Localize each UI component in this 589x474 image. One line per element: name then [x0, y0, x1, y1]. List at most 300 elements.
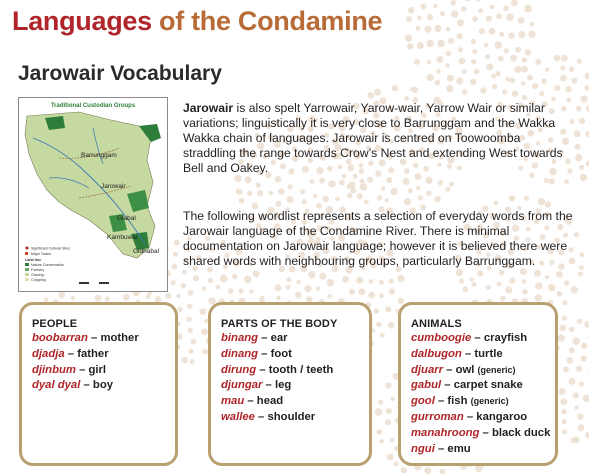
background-dot — [562, 315, 567, 320]
background-dot — [406, 16, 412, 22]
vocab-entry: binang – ear — [221, 332, 288, 344]
background-dot — [275, 284, 282, 291]
background-dot — [95, 295, 102, 302]
vocab-meaning: foot — [270, 347, 292, 360]
background-dot — [414, 59, 420, 65]
vocab-word: dirung — [221, 363, 257, 376]
background-dot — [327, 279, 334, 286]
vocab-meaning: turtle — [474, 347, 503, 360]
background-dot — [499, 270, 504, 275]
background-dot — [478, 8, 483, 13]
background-dot — [379, 439, 384, 444]
background-dot — [367, 177, 373, 183]
background-dot — [461, 6, 467, 12]
background-dot — [495, 41, 503, 49]
map-label-jarowair: Jarowair — [101, 183, 126, 190]
background-dot — [308, 271, 315, 278]
background-dot — [521, 66, 528, 73]
background-dot — [165, 293, 171, 299]
background-dot — [405, 35, 412, 42]
background-dot — [297, 280, 301, 284]
background-dot — [548, 284, 555, 291]
background-dot — [216, 285, 221, 290]
vocab-entry: boobarran – mother — [32, 332, 139, 344]
vocab-entry: dinang – foot — [221, 347, 292, 360]
background-dot — [511, 0, 518, 7]
background-dot — [390, 188, 398, 196]
vocab-word: djinbum — [32, 363, 76, 376]
map-label-gidhabal: Gidhabal — [133, 248, 160, 255]
vocab-word: djadja — [32, 347, 65, 360]
background-dot — [585, 432, 589, 439]
legend-land-use: Land Use — [25, 258, 42, 262]
background-dot — [417, 16, 422, 21]
background-dot — [390, 438, 395, 443]
background-dot — [174, 240, 180, 246]
vocab-meaning: carpet snake — [453, 379, 523, 392]
background-dot — [244, 276, 252, 284]
vocab-entry: dirung – tooth / teeth — [221, 363, 334, 376]
background-dot — [377, 195, 382, 200]
background-dot — [567, 357, 574, 364]
background-dot — [579, 165, 584, 170]
vocab-entry: cumboogie – crayfish — [411, 332, 528, 344]
background-dot — [434, 25, 441, 32]
background-dot — [525, 49, 531, 55]
background-dot — [446, 85, 453, 92]
background-dot — [172, 264, 178, 270]
background-dot — [408, 7, 415, 14]
background-dot — [287, 196, 294, 203]
background-dot — [173, 252, 178, 257]
background-dot — [498, 56, 504, 62]
background-dot — [565, 86, 571, 92]
background-dot — [200, 308, 207, 315]
background-dot — [585, 131, 589, 138]
background-dot — [543, 178, 548, 183]
background-dot — [427, 14, 433, 20]
background-dot — [424, 467, 431, 474]
vocab-meaning: emu — [447, 442, 471, 455]
background-dot — [575, 144, 581, 150]
vocab-note: (generic) — [477, 364, 516, 375]
vocab-meaning: shoulder — [267, 410, 316, 423]
body-list — [221, 331, 359, 426]
background-dot — [534, 270, 541, 277]
background-dot — [257, 190, 263, 196]
background-dot — [479, 28, 485, 34]
background-dot — [300, 189, 305, 194]
map-image — [19, 98, 167, 291]
background-dot — [385, 198, 389, 202]
background-dot — [269, 191, 273, 195]
background-dot — [438, 180, 443, 185]
vocab-word: djungar — [221, 379, 263, 392]
background-dot — [561, 55, 568, 62]
vocab-meaning: mother — [100, 332, 139, 344]
vocab-entry: djuarr – owl (generic) — [411, 363, 516, 376]
background-dot — [562, 300, 567, 305]
background-dot — [278, 188, 285, 195]
background-dot — [545, 201, 551, 207]
background-dot — [569, 67, 574, 72]
background-dot — [499, 32, 504, 37]
background-dot — [394, 462, 399, 467]
background-dot — [364, 200, 369, 205]
background-dot — [328, 180, 335, 187]
background-dot — [389, 279, 394, 284]
background-dot — [376, 429, 382, 435]
background-dot — [439, 469, 445, 474]
background-dot — [416, 26, 421, 31]
background-dot — [569, 378, 576, 385]
background-dot — [187, 317, 192, 322]
vocab-word: dalbugon — [411, 347, 462, 360]
background-dot — [191, 339, 197, 345]
background-dot — [71, 296, 76, 301]
background-dot — [313, 194, 318, 199]
background-dot — [407, 43, 414, 50]
background-dot — [474, 69, 480, 75]
background-dot — [304, 285, 311, 292]
background-dot — [445, 187, 450, 192]
vocab-word: gool — [411, 395, 435, 408]
background-dot — [418, 195, 423, 200]
background-dot — [569, 327, 575, 333]
background-dot — [576, 106, 582, 112]
background-dot — [360, 183, 368, 191]
vocab-word: wallee — [221, 410, 255, 423]
background-dot — [448, 38, 454, 44]
background-dot — [578, 272, 583, 277]
background-dot — [574, 405, 578, 409]
vocab-meaning: leg — [274, 379, 292, 392]
vocab-word: ngui — [411, 442, 435, 455]
background-dot — [367, 92, 374, 99]
background-dot — [232, 274, 238, 280]
vocab-entry: dyal dyal – boy — [32, 379, 114, 392]
background-dot — [457, 19, 464, 26]
background-dot — [375, 408, 383, 416]
background-dot — [557, 291, 563, 297]
page-title — [12, 6, 382, 37]
background-dot — [561, 409, 567, 415]
background-dot — [275, 176, 281, 182]
vocab-meaning: father — [77, 347, 109, 360]
background-dot — [559, 388, 566, 395]
background-dot — [484, 43, 489, 48]
legend-cropping: Cropping — [31, 278, 46, 282]
background-dot — [389, 288, 395, 294]
background-dot — [472, 282, 477, 287]
background-dot — [581, 343, 587, 349]
background-dot — [379, 293, 384, 298]
background-dot — [585, 73, 589, 80]
background-dot — [504, 48, 509, 53]
background-dot — [390, 397, 395, 402]
background-dot — [571, 286, 578, 293]
background-dot — [471, 39, 476, 44]
background-dot — [545, 275, 549, 279]
background-dot — [572, 337, 580, 345]
background-dot — [561, 66, 566, 71]
background-dot — [556, 271, 563, 278]
background-dot — [408, 188, 413, 193]
background-dot — [425, 177, 432, 184]
background-dot — [521, 81, 526, 86]
background-dot — [524, 196, 529, 201]
vocab-entry: manahroong – black duck — [411, 426, 551, 439]
background-dot — [228, 288, 234, 294]
background-dot — [190, 359, 195, 364]
background-dot — [358, 288, 365, 295]
legend-major-towns: Major Towns — [31, 252, 52, 256]
vocab-entry: gool – fish (generic) — [411, 395, 509, 408]
vocab-entry: gurroman – kangaroo — [411, 410, 528, 423]
background-dot — [558, 334, 565, 341]
background-dot — [386, 408, 392, 414]
background-dot — [171, 280, 176, 285]
background-dot — [580, 174, 587, 181]
background-dot — [486, 64, 493, 71]
vocab-entry: ngui – emu — [411, 442, 471, 455]
background-dot — [335, 197, 340, 202]
vocab-word: manahroong — [411, 426, 480, 439]
background-dot — [368, 292, 375, 299]
background-dot — [388, 322, 395, 329]
background-dot — [451, 10, 459, 18]
background-dot — [522, 57, 528, 63]
background-dot — [310, 179, 315, 184]
vocab-meaning: tooth / teeth — [268, 363, 334, 376]
background-dot — [577, 414, 583, 420]
background-dot — [535, 59, 541, 65]
background-dot — [491, 74, 496, 79]
background-dot — [187, 303, 193, 309]
background-dot — [456, 77, 463, 84]
background-dot — [579, 381, 584, 386]
background-dot — [247, 191, 252, 196]
background-dot — [555, 85, 561, 91]
background-dot — [385, 306, 391, 312]
background-dot — [356, 277, 363, 284]
background-dot — [579, 252, 584, 257]
background-dot — [538, 198, 545, 205]
background-dot — [496, 14, 502, 20]
background-dot — [578, 424, 585, 431]
background-dot — [339, 180, 345, 186]
intro-lead: Jarowair — [183, 101, 234, 115]
background-dot — [449, 182, 454, 187]
background-dot — [316, 286, 320, 290]
background-dot — [379, 280, 384, 285]
background-dot — [514, 66, 521, 73]
background-dot — [462, 69, 467, 74]
background-dot — [509, 277, 515, 283]
background-dot — [201, 328, 208, 335]
vocab-entry: mau – head — [221, 395, 284, 408]
background-dot — [585, 161, 589, 167]
vocab-word: gabul — [411, 379, 442, 392]
background-dot — [470, 277, 474, 281]
vocab-meaning: head — [256, 395, 284, 408]
background-dot — [472, 49, 477, 54]
background-dot — [424, 26, 431, 33]
background-dot — [357, 193, 363, 199]
background-dot — [522, 289, 528, 295]
background-dot — [316, 203, 322, 209]
background-dot — [539, 91, 544, 96]
background-dot — [123, 294, 130, 301]
background-dot — [177, 307, 183, 313]
background-dot — [456, 269, 463, 276]
background-dot — [573, 392, 579, 398]
background-dot — [287, 277, 292, 282]
background-dot — [562, 419, 567, 424]
background-dot — [560, 398, 567, 405]
background-dot — [188, 349, 193, 354]
vocab-entry: djungar – leg — [221, 379, 292, 392]
people-vocab-box — [19, 302, 178, 466]
section-subtitle: Jarowair Vocabulary — [18, 62, 222, 85]
background-dot — [575, 154, 582, 161]
legend-grazing: Grazing — [31, 273, 44, 277]
background-dot — [554, 55, 561, 62]
background-dot — [563, 367, 569, 373]
background-dot — [492, 84, 497, 89]
vocab-note: (generic) — [470, 396, 509, 407]
background-dot — [490, 5, 495, 10]
background-dot — [427, 74, 434, 81]
background-dot — [518, 31, 525, 38]
background-dot — [470, 79, 477, 86]
background-dot — [369, 279, 374, 284]
background-dot — [576, 366, 582, 372]
background-dot — [181, 357, 188, 364]
background-dot — [105, 296, 110, 301]
vocab-word: binang — [221, 332, 259, 344]
background-dot — [510, 55, 517, 62]
background-dot — [446, 51, 452, 57]
background-dot — [276, 296, 280, 300]
background-dot — [319, 178, 325, 184]
custodian-map — [18, 97, 168, 292]
vocab-word: boobarran — [32, 332, 88, 344]
vocab-meaning: black duck — [491, 426, 551, 439]
background-dot — [457, 33, 463, 39]
background-dot — [584, 85, 589, 91]
background-dot — [475, 0, 480, 2]
background-dot — [412, 87, 418, 93]
vocab-word: djuarr — [411, 363, 444, 376]
background-dot — [472, 16, 478, 22]
background-dot — [385, 382, 391, 388]
background-dot — [450, 0, 456, 6]
background-dot — [535, 294, 542, 301]
background-dot — [58, 291, 65, 298]
wordlist-paragraph: The following wordlist represents a selection of everyday words from the Jarowair language of the Condamine River. There is minimal documentation on Jarowair language; however it is believed there were shared words with neighbouring groups, particularly Barrunggam. — [183, 209, 573, 268]
vocab-word: cumboogie — [411, 332, 472, 344]
background-dot — [387, 453, 394, 460]
background-dot — [435, 80, 441, 86]
background-dot — [374, 89, 381, 96]
background-dot — [426, 191, 431, 196]
vocab-meaning: owl — [455, 363, 475, 376]
background-dot — [535, 282, 542, 289]
body-heading: PARTS OF THE BODY — [221, 318, 338, 330]
background-dot — [236, 188, 243, 195]
background-dot — [360, 179, 365, 184]
background-dot — [385, 419, 391, 425]
background-dot — [497, 282, 502, 287]
background-dot — [462, 89, 468, 95]
background-dot — [437, 40, 444, 47]
background-dot — [416, 186, 420, 190]
vocab-entry: djadja – father — [32, 347, 109, 360]
background-dot — [276, 201, 282, 207]
background-dot — [579, 265, 584, 270]
background-dot — [494, 201, 499, 206]
background-dot — [181, 283, 186, 288]
background-dot — [500, 296, 506, 302]
background-dot — [427, 60, 431, 64]
background-dot — [374, 308, 380, 314]
background-dot — [548, 178, 555, 185]
background-dot — [436, 69, 441, 74]
background-dot — [202, 286, 206, 290]
vocab-word: dinang — [221, 347, 259, 360]
background-dot — [465, 0, 471, 1]
animals-vocab-box — [398, 302, 558, 466]
background-dot — [319, 273, 326, 280]
background-dot — [477, 270, 483, 276]
background-dot — [435, 196, 441, 202]
background-dot — [404, 198, 411, 205]
background-dot — [398, 298, 405, 305]
people-heading: PEOPLE — [32, 318, 78, 330]
background-dot — [392, 85, 399, 92]
background-dot — [182, 270, 187, 275]
background-dot — [560, 325, 567, 332]
background-dot — [193, 275, 199, 281]
background-dot — [515, 47, 521, 53]
background-dot — [348, 182, 355, 189]
background-dot — [380, 333, 385, 338]
background-dot — [572, 78, 578, 84]
map-label-giabal: Giabal — [117, 215, 136, 222]
background-dot — [577, 319, 582, 324]
background-dot — [421, 4, 427, 10]
people-list — [32, 331, 165, 394]
vocab-entry: djinbum – girl — [32, 363, 107, 376]
body-vocab-box — [208, 302, 372, 466]
vocab-meaning: girl — [88, 363, 107, 376]
background-dot — [239, 198, 245, 204]
background-dot — [564, 280, 570, 286]
background-dot — [528, 31, 535, 38]
background-dot — [485, 54, 490, 59]
background-dot — [288, 184, 293, 189]
background-dot — [486, 285, 491, 290]
title-condamine: of the Condamine — [159, 6, 383, 36]
background-dot — [322, 196, 329, 203]
vocab-entry: dalbugon – turtle — [411, 347, 503, 360]
background-dot — [459, 58, 466, 65]
background-dot — [584, 321, 589, 328]
background-dot — [577, 59, 582, 64]
background-dot — [327, 294, 332, 299]
background-dot — [529, 22, 534, 27]
